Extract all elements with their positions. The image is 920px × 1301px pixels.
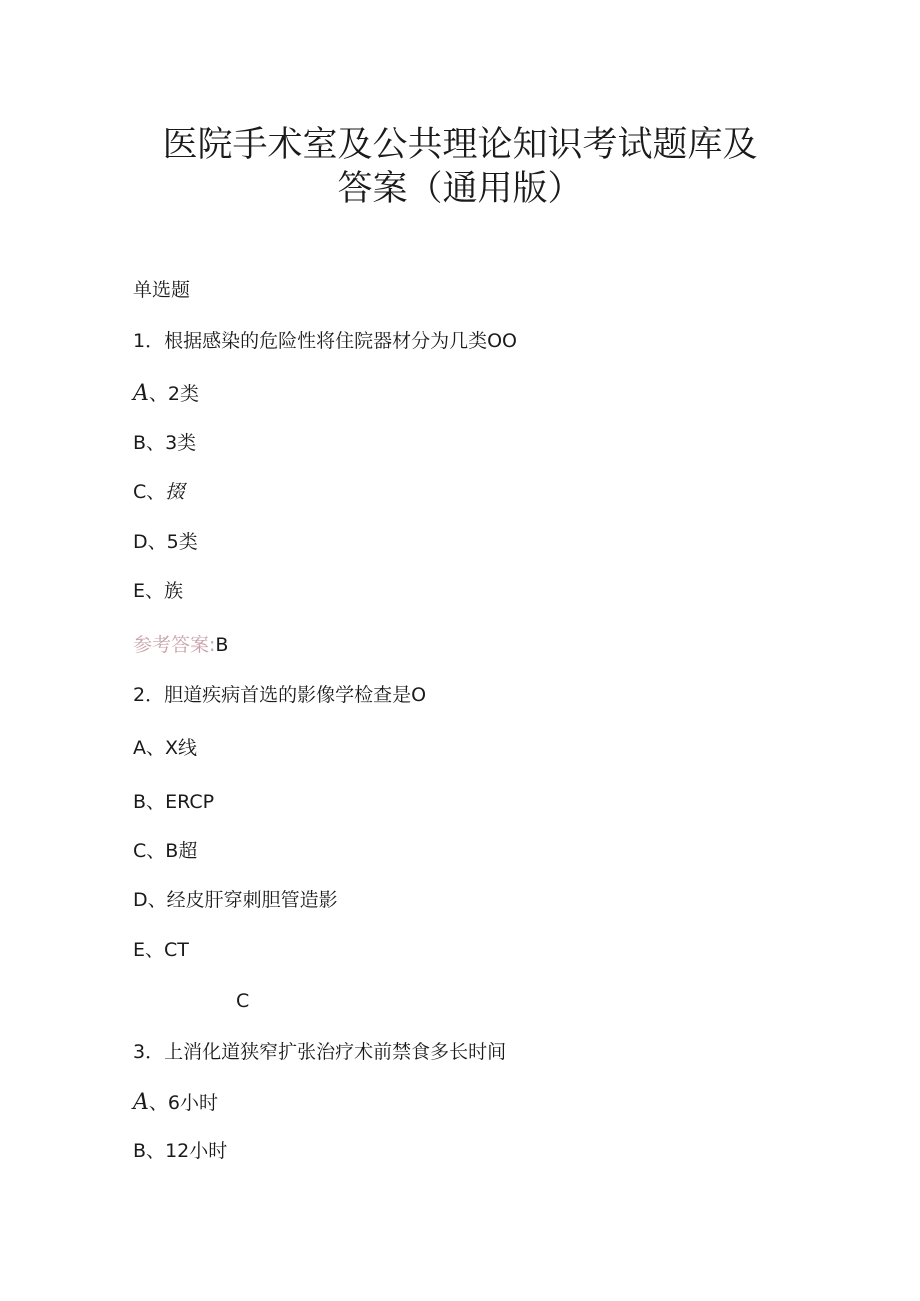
question-2-option-d — [133, 891, 338, 910]
question-1-option-c — [133, 483, 184, 502]
question-2-answer — [236, 992, 249, 1011]
option-letter: E — [133, 580, 146, 602]
answer-value: C — [236, 990, 250, 1012]
option-text: 5类 — [166, 531, 198, 553]
option-letter: B — [133, 1140, 147, 1162]
section-label: 单选题 — [133, 279, 191, 301]
option-letter: A — [133, 381, 149, 406]
document-title-line-2: 答案（通用版） — [337, 169, 583, 209]
option-separator: 、 — [146, 1140, 166, 1162]
option-text: X线 — [165, 737, 198, 759]
option-text: 6小时 — [167, 1092, 218, 1114]
option-separator: 、 — [146, 840, 166, 862]
option-separator: 、 — [147, 531, 167, 553]
option-separator: 、 — [148, 383, 168, 405]
question-1-answer — [133, 636, 228, 655]
option-text: 2类 — [167, 383, 199, 405]
option-text: CT — [164, 939, 189, 961]
question-1-option-d — [133, 533, 198, 552]
option-text: 掇 — [165, 481, 185, 503]
option-text: ERCP — [165, 791, 215, 813]
option-text: 12小时 — [165, 1140, 228, 1162]
option-letter: D — [133, 531, 148, 553]
option-text: 3类 — [165, 432, 197, 454]
question-1-option-b — [133, 434, 196, 453]
option-letter: B — [133, 432, 147, 454]
option-separator: 、 — [146, 481, 166, 503]
option-letter: D — [133, 889, 148, 911]
question-1-option-a — [133, 383, 199, 405]
question-2-option-c — [133, 842, 197, 861]
option-text: 经皮肝穿刺胆管造影 — [166, 889, 338, 911]
question-3-option-b — [133, 1142, 227, 1161]
answer-label: 参考答案: — [133, 634, 216, 656]
question-1-option-e — [133, 582, 183, 601]
option-letter: C — [133, 481, 147, 503]
question-2-stem: 2．胆道疾病首选的影像学检查是O — [133, 684, 427, 706]
option-letter: A — [133, 737, 146, 759]
document-title-line-1: 医院手术室及公共理论知识考试题库及 — [162, 125, 758, 165]
option-letter: C — [133, 840, 147, 862]
question-2-option-a — [133, 739, 197, 758]
option-letter: E — [133, 939, 146, 961]
option-separator: 、 — [147, 889, 167, 911]
option-separator: 、 — [148, 1092, 168, 1114]
option-text: 族 — [164, 580, 184, 602]
question-3-option-a — [133, 1092, 218, 1114]
option-separator: 、 — [145, 939, 165, 961]
question-2-option-e — [133, 941, 189, 960]
option-separator: 、 — [146, 737, 166, 759]
option-text: B超 — [165, 840, 198, 862]
answer-value: B — [215, 634, 229, 656]
option-letter: A — [133, 1090, 149, 1115]
option-separator: 、 — [145, 580, 165, 602]
question-1-stem: 1．根据感染的危险性将住院器材分为几类OO — [133, 330, 517, 352]
option-separator: 、 — [146, 791, 166, 813]
option-letter: B — [133, 791, 147, 813]
option-separator: 、 — [146, 432, 166, 454]
question-2-option-b — [133, 793, 214, 812]
question-3-stem: 3．上消化道狭窄扩张治疗术前禁食多长时间 — [133, 1041, 507, 1063]
